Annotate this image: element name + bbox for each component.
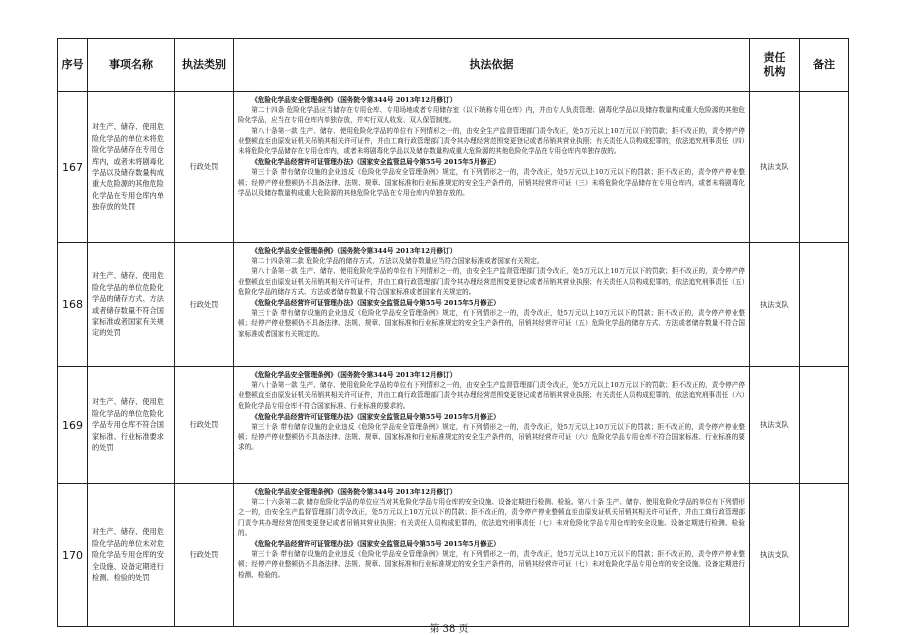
row-number: 170 — [58, 484, 88, 627]
law-title: 《危险化学品经营许可证管理办法》（国家安全监管总局令第55号 2015年5月修正） — [251, 299, 500, 308]
law-title: 《危险化学品安全管理条例》（国务院令第344号 2013年12月修订） — [251, 488, 457, 496]
row-number: 169 — [58, 367, 88, 484]
header-no: 序号 — [58, 39, 88, 92]
legal-basis — [234, 92, 750, 243]
header-name: 事项名称 — [88, 39, 175, 92]
law-title: 《危险化学品经营许可证管理办法》（国家安全监管总局令第55号 2015年5月修正） — [251, 412, 500, 421]
law-title: 《危险化学品安全管理条例》（国务院令第344号 2013年12月修订） — [251, 247, 457, 255]
law-article: 第八十条第一款 生产、储存、使用危险化学品的单位有下列情形之一的，由安全生产监督管理部门责令改正，处5万元以上10万元以下的罚款；拒不改正的，责令停产停业整顿直至由原发证机关吊销其相关许可证件，并由工商行政管理部门责令其办理经营范围变更登记或者吊销其营业执照；有关责任人员构成犯罪的，依法追究刑事责任（六）危险化学品专用仓库不符合国家标准、行业标准的要求的。 — [238, 381, 745, 410]
enforcement-category: 行政处罚 — [175, 484, 234, 627]
table-row — [58, 92, 849, 243]
legal-basis — [234, 243, 750, 367]
law-title: 《危险化学品经营许可证管理办法》（国家安全监管总局令第55号 2015年5月修正） — [251, 158, 500, 167]
page-number: 第 38 页 — [429, 624, 469, 635]
law-article: 第八十条第一款 生产、储存、使用危险化学品的单位有下列情形之一的，由安全生产监督管理部门责令改正，处5万元以上10万元以下的罚款；拒不改正的，责令停产停业整顿直至由原发证机关吊销其相关许可证件，并由工商行政管理部门责令其办理经营范围变更登记或者吊销其营业执照；有关责任人员构成犯罪的，依法追究刑事责任（五）危险化学品的储存方式、方法或者储存数量不符合国家标准或者国家有关规定的。 — [238, 267, 745, 296]
remarks — [800, 367, 849, 484]
item-name: 对生产、储存、使用危险化学品的单位危险化学品的储存方式、方法或者储存数量不符合国家标准或者国家有关规定的处罚 — [88, 243, 175, 367]
law-article: 第二十四条第二款 危险化学品的储存方式、方法以及储存数量应当符合国家标准或者国家有关规定。 — [251, 257, 544, 266]
header-row — [58, 39, 849, 92]
table-row — [58, 367, 849, 484]
table-row — [58, 243, 849, 367]
responsible-agency: 执法支队 — [750, 92, 800, 243]
remarks — [800, 484, 849, 627]
legal-basis — [234, 367, 750, 484]
item-name: 对生产、储存、使用危险化学品的单位未将危险化学品储存在专用仓库内，或者未将剧毒化学品以及储存数量构成重大危险源的其他危险化学品在专用仓库内单独存放的处罚 — [88, 92, 175, 243]
law-title: 《危险化学品安全管理条例》（国务院令第344号 2013年12月修订） — [251, 96, 457, 104]
law-article: 第三十条 带有储存设施的企业违反《危险化学品安全管理条例》规定，有下列情形之一的，责令改正，处5万元以上10万元以下的罚款；拒不改正的，责令停产停业整顿；经停产停业整顿仍不具备法律、法规、规章、国家标准和行业标准规定的安全生产条件的，吊销其经营许可证（七）未对危险化学品专用仓库的安全设施、设备定期进行检测、检验的。 — [238, 550, 745, 579]
header-responsible: 责任 机构 — [750, 39, 800, 92]
header-basis: 执法依据 — [234, 39, 750, 92]
remarks — [800, 243, 849, 367]
item-name: 对生产、储存、使用危险化学品的单位危险化学品专用仓库不符合国家标准、行业标准要求的处罚 — [88, 367, 175, 484]
row-number: 168 — [58, 243, 88, 367]
responsible-agency: 执法支队 — [750, 243, 800, 367]
header-category: 执法类别 — [175, 39, 234, 92]
law-title: 《危险化学品安全管理条例》（国务院令第344号 2013年12月修订） — [251, 371, 457, 379]
enforcement-category: 行政处罚 — [175, 92, 234, 243]
legal-basis — [234, 484, 750, 627]
law-title: 《危险化学品经营许可证管理办法》（国家安全监管总局令第55号 2015年5月修正） — [251, 540, 500, 549]
law-article: 第三十条 带有储存设施的企业违反《危险化学品安全管理条例》规定，有下列情形之一的，责令改正，处5万元以上10万元以下的罚款；拒不改正的，责令停产停业整顿；经停产停业整顿仍不具备法律、法规、规章、国家标准和行业标准规定的安全生产条件的，吊销其经营许可证（五）危险化学品的储存方式、方法或者储存数量不符合国家标准或者国家有关规定的。 — [238, 309, 745, 338]
header-note: 备注 — [800, 39, 849, 92]
enforcement-category: 行政处罚 — [175, 243, 234, 367]
table-row — [58, 484, 849, 627]
law-article: 第八十条第一款 生产、储存、使用危险化学品的单位有下列情形之一的，由安全生产监督管理部门责令改正，处5万元以上10万元以下的罚款；拒不改正的，责令停产停业整顿直至由原发证机关吊销其相关许可证件，并由工商行政管理部门责令其办理经营范围变更登记或者吊销其营业执照；有关责任人员构成犯罪的，依法追究刑事责任（四）未将危险化学品储存在专用仓库内，或者未将剧毒化学品以及储存数量构成重大危险源的其他危险化学品在专用仓库内单独存放的。 — [238, 126, 745, 156]
law-article: 第二十四条 危险化学品应当储存在专用仓库、专用场地或者专用储存室（以下统称专用仓库）内，并由专人负责管理；剧毒化学品以及储存数量构成重大危险源的其他危险化学品，应当在专用仓库内单独存放，并实行双人收发、双人保管制度。 — [238, 106, 745, 125]
remarks — [800, 92, 849, 243]
law-article: 第三十条 带有储存设施的企业违反《危险化学品安全管理条例》规定，有下列情形之一的，责令改正，处5万元以上10万元以下的罚款；拒不改正的，责令停产停业整顿；经停产停业整顿仍不具备法律、法规、规章、国家标准和行业标准规定的安全生产条件的，吊销其经营许可证（六）危险化学品专用仓库不符合国家标准、行业标准的要求的。 — [238, 423, 745, 452]
enforcement-category: 行政处罚 — [175, 367, 234, 484]
enforcement-table — [57, 38, 849, 627]
row-number: 167 — [58, 92, 88, 243]
law-article: 第二十六条第二款 储存危险化学品的单位应当对其危险化学品专用仓库的安全设施、设备定期进行检测、检验。第八十条 生产、储存、使用危险化学品的单位有下列情形之一的，由安全生产监督管理部门责令改正，处5万元以上10万元以下的罚款；拒不改正的，责令停产停业整顿直至由原发证机关吊销其相关许可证件，并由工商行政管理部门责令其办理经营范围变更登记或者吊销其营业执照；有关责任人员构成犯罪的，依法追究刑事责任（七）未对危险化学品专用仓库的安全设施、设备定期进行检测、检验的。 — [238, 498, 745, 537]
responsible-agency: 执法支队 — [750, 484, 800, 627]
law-article: 第三十条 带有储存设施的企业违反《危险化学品安全管理条例》规定，有下列情形之一的，责令改正，处5万元以上10万元以下的罚款；拒不改正的，责令停产停业整顿；经停产停业整顿仍不具备法律、法规、规章、国家标准和行业标准规定的安全生产条件的，吊销其经营许可证（三）未将危险化学品储存在专用仓库内，或者未将剧毒化学品以及储存数量构成重大危险源的其他危险化学品在专用仓库内单独存放的。 — [238, 168, 745, 197]
item-name: 对生产、储存、使用危险化学品的单位未对危险化学品专用仓库的安全设施、设备定期进行检测、检验的处罚 — [88, 484, 175, 627]
responsible-agency: 执法支队 — [750, 367, 800, 484]
